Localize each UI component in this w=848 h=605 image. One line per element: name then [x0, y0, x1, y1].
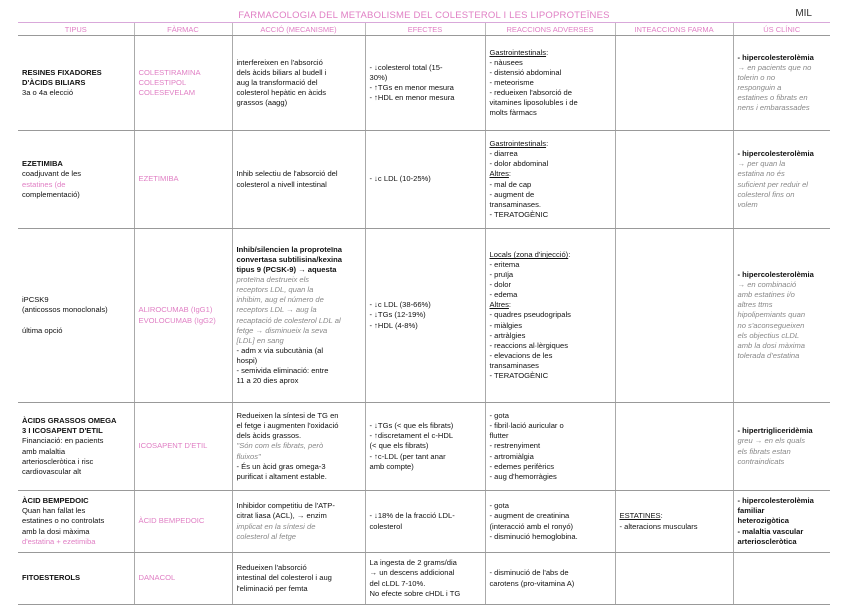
cell-text: - hipercolesterolèmia [737, 496, 814, 506]
table-row [18, 491, 830, 553]
cell-text: estatines o fibrats en [737, 93, 808, 103]
cell-text: intestinal del colesterol i aug [236, 573, 332, 583]
cell-text: receptors LDL, quan la [236, 285, 314, 295]
cell-text: - disminució hemoglobina. [489, 531, 578, 541]
cell-text: FITOESTEROLS [22, 573, 81, 583]
cell-text: amb malaltia [22, 446, 66, 456]
cell-text: - adm x via subcutània (al [236, 345, 324, 355]
header-accio: ACCIÓ (MECANISME) [232, 23, 365, 36]
cell-text: - miàlgies [489, 320, 522, 330]
cell-reaccions-adverses [485, 553, 615, 605]
drug-name: DANACOL [138, 573, 176, 583]
cell-accio [232, 553, 365, 605]
cell-text: No efecte sobre cHDL i TG [369, 588, 461, 598]
cell-farmac [134, 403, 232, 491]
cell-reaccions-adverses [485, 491, 615, 553]
cell-text: - ↓TGs (< que els fibrats) [369, 421, 454, 431]
cell-text: - ↓colesterol total (15- [369, 62, 443, 72]
cell-accio [232, 229, 365, 403]
cell-text: - alteracions musculars [619, 521, 698, 531]
cell-text: Financiació: en pacients [22, 436, 104, 446]
cell-tipus [18, 403, 134, 491]
cell-farmac [134, 553, 232, 605]
drug-name: EVOLOCUMAB (IgG2) [138, 315, 216, 325]
cell-text: hipolipemiants quan [737, 310, 806, 320]
cell-text: d'estatina + ezetimiba [22, 536, 96, 546]
cell-us-clinic [733, 229, 830, 403]
cell-text: familiar [737, 506, 765, 516]
cell-text: l'eliminació per femta [236, 583, 308, 593]
cell-text: → en pacients que no [737, 62, 812, 72]
drug-name: ALIROCUMAB (IgG1) [138, 305, 213, 315]
cell-text: - malaltia vascular [737, 526, 804, 536]
cell-text: heterozigòtica [737, 516, 789, 526]
cell-text: → un descens addicional [369, 568, 455, 578]
cell-text: amb la dosi màxima [22, 526, 90, 536]
cell-text: estatina no és [737, 169, 785, 179]
cell-text [22, 316, 130, 326]
cell-text: citrat liasa (ACL), → enzim [236, 511, 327, 521]
cell-text: ÀCIDS GRASSOS OMEGA [22, 416, 117, 426]
cell-text: tipus 9 (PCSK-9) → aquesta [236, 265, 337, 275]
cell-text: → per quan la [737, 159, 786, 169]
cell-accio [232, 36, 365, 131]
cell-text: - dolor [489, 280, 512, 290]
cell-text: (< que els fibrats) [369, 441, 429, 451]
cell-efectes [365, 403, 485, 491]
cell-interaccions [615, 403, 733, 491]
cell-text: - nàusees [489, 57, 523, 67]
cell-text: tolerada d'estatina [737, 350, 800, 360]
cell-text: amb estatines i/o [737, 290, 795, 300]
section-heading: Altres [489, 169, 509, 179]
cell-text: La ingesta de 2 grams/dia [369, 558, 457, 568]
cell-accio [232, 403, 365, 491]
cell-text: - quadres pseudogripals [489, 310, 571, 320]
cell-text: (interacció amb el ronyó) [489, 521, 574, 531]
cell-text: - ↑HDL (4-8%) [369, 320, 418, 330]
cell-efectes [365, 491, 485, 553]
header-interaccions: INTEACCIONS FARMA [615, 23, 733, 36]
cell-text: dels àcids biliars al budell i [236, 67, 327, 77]
section-heading: Gastrointestinals [489, 139, 547, 149]
cell-text: greu → en els quals [737, 436, 806, 446]
cell-text: - disminució de l'abs de [489, 568, 569, 578]
cell-tipus [18, 491, 134, 553]
cell-text: "Són com els fibrats, però [236, 441, 324, 451]
cell-us-clinic [733, 491, 830, 553]
cell-text: suficient per reduir el [737, 179, 808, 189]
cell-text: Quan han fallat les [22, 506, 86, 516]
cell-text: grassos (aagg) [236, 98, 288, 108]
cell-text: - ↓TGs (12-19%) [369, 310, 426, 320]
cell-text: iPCSK9 [22, 295, 49, 305]
cell-text: colesterol hepàtic en àcids [236, 88, 326, 97]
author-initials: MIL [795, 8, 812, 19]
cell-reaccions-adverses [485, 403, 615, 491]
drug-name: COLESTIPOL [138, 77, 187, 87]
cell-farmac [134, 491, 232, 553]
cell-text: - augment de [489, 189, 535, 199]
cell-tipus [18, 131, 134, 229]
cell-text: - distensió abdominal [489, 67, 562, 77]
cell-text: nens i embarassades [737, 103, 810, 113]
cell-text: flutter [489, 431, 509, 441]
cell-text: vitamines liposolubles i de [489, 98, 578, 108]
section-heading: Locals (zona d'injecció) [489, 250, 569, 260]
pharmacology-table [18, 22, 830, 605]
cell-tipus [18, 553, 134, 605]
header-us-clinic: ÚS CLÍNIC [733, 23, 830, 36]
cell-text: - artràlgies [489, 330, 526, 340]
cell-text: 3a o 4a elecció [22, 88, 74, 97]
cell-reaccions-adverses: Locals (zona d'injecció): - eritema - pruïja - dolor - edema Altres: - quadres pseudogripals - miàlgies - artràlgies - reaccions al·lèrgiques - elevacions de les transaminases - TERATOGÈNIC [485, 229, 615, 403]
cell-interaccions [615, 553, 733, 605]
cell-text: - gota [489, 501, 509, 511]
header-farmac: FÀRMAC [134, 23, 232, 36]
cell-text: - És un àcid gras omega-3 [236, 461, 326, 471]
cell-text: 30%) [369, 72, 388, 82]
cell-text: els objectius cLDL [737, 330, 800, 340]
cell-text: els fibrats estan [737, 446, 791, 456]
cell-text: D'ÀCIDS BILIARS [22, 77, 86, 87]
table-row [18, 36, 830, 131]
cell-text: - mal de cap [489, 179, 532, 189]
cell-text: - edema [489, 290, 518, 300]
cell-text: amb la dosi màxima [737, 340, 806, 350]
cell-text: estatines (de [22, 179, 66, 189]
cell-text: - ↑c-LDL (per tant anar [369, 451, 446, 461]
cell-text: amb compte) [369, 461, 414, 471]
cell-text: 11 a 20 dies aprox [236, 375, 299, 385]
cell-efectes [365, 131, 485, 229]
cell-text: - hipercolesterolèmia [737, 270, 814, 280]
header-tipus: TIPUS [18, 23, 134, 36]
cell-text: - edemes perifèrics [489, 461, 555, 471]
cell-text: colesterol fins on [737, 189, 795, 199]
cell-text: Redueixen la síntesi de TG en [236, 411, 339, 421]
cell-reaccions-adverses: Gastrointestinals: - diarrea - dolor abdominal Altres: - mal de cap - augment de transaminases. - TERATOGÈNIC [485, 131, 615, 229]
cell-text: no s'aconsegueixen [737, 320, 805, 330]
section-heading: ESTATINES [619, 511, 661, 521]
drug-name: ICOSAPENT D'ETIL [138, 441, 208, 451]
cell-text: - diarrea [489, 149, 518, 159]
cell-text: - hipercolesterolèmia [737, 149, 814, 159]
cell-text: - restrenyiment [489, 441, 541, 451]
cell-text: EZETIMIBA [22, 159, 63, 169]
cell-text: - ↑HDL en menor mesura [369, 93, 455, 103]
cell-farmac [134, 36, 232, 131]
drug-name: ÀCID BEMPEDOIC [138, 516, 205, 526]
section-heading: Gastrointestinals [489, 47, 547, 57]
page-title: FARMACOLOGIA DEL METABOLISME DEL COLESTEROL I LES LIPOPROTEÏNES [238, 10, 610, 21]
drug-name: COLESEVELAM [138, 88, 196, 97]
cell-tipus [18, 36, 134, 131]
cell-text: arterioscleròtica i risc [22, 456, 94, 466]
cell-text: aug la transformació del [236, 77, 318, 87]
table-row [18, 553, 830, 605]
cell-text: - elevacions de les [489, 350, 553, 360]
table-row [18, 131, 830, 229]
cell-interaccions [615, 36, 733, 131]
cell-interaccions: ESTATINES: - alteracions musculars [615, 491, 733, 553]
cell-text: - TERATOGÈNIC [489, 209, 549, 219]
cell-text: proteïna destrueix els [236, 275, 310, 285]
cell-text: colesterol [369, 521, 402, 531]
cell-text: molts fàrmacs [489, 108, 537, 118]
cell-text: - dolor abdominal [489, 159, 549, 169]
cell-us-clinic [733, 36, 830, 131]
cell-text: - ↑discretament el c-HDL [369, 431, 454, 441]
cell-text: - ↑TGs en menor mesura [369, 83, 454, 92]
cell-text: convertasa subtilisina/kexina [236, 255, 343, 265]
cell-text: - eritema [489, 260, 520, 270]
cell-text: tolerin o no [737, 72, 776, 82]
table-header-row [18, 23, 830, 36]
cell-text: interfereixen en l'absorció [236, 57, 323, 67]
cell-accio [232, 491, 365, 553]
section-heading: Altres [489, 300, 509, 310]
cell-text: fluixos" [236, 451, 261, 461]
cell-text: Redueixen l'absorció [236, 563, 307, 573]
cell-text: receptors LDL → aug la [236, 305, 317, 315]
cell-efectes [365, 553, 485, 605]
cell-text: hospi) [236, 355, 258, 365]
cell-text: - ↓18% de la fracció LDL- [369, 511, 455, 521]
cell-text: recaptació de colesterol LDL al [236, 315, 341, 325]
cell-us-clinic [733, 131, 830, 229]
cell-text: Inhib/silencien la proproteïna [236, 245, 342, 255]
cell-text: - aug d'hemorràgies [489, 471, 557, 481]
cell-text: altres ttms [737, 300, 773, 310]
cell-text: - semivida eliminació: entre [236, 365, 329, 375]
cell-text: - hipertrigliceridèmia [737, 426, 813, 436]
cell-text: carotens (pro-vitamina A) [489, 578, 575, 588]
cell-text: - artromiàlgia [489, 451, 534, 461]
cell-text: inhibim, aug el número de [236, 295, 324, 305]
cell-text: (anticossos monoclonals) [22, 305, 108, 315]
cell-text: Inhib selectiu de l'absorció del [236, 169, 338, 179]
cell-text: Inhibidor competitiu de l'ATP- [236, 501, 335, 511]
cell-text: purificat i altament estable. [236, 471, 327, 481]
cell-text: - TERATOGÈNIC [489, 370, 549, 380]
cell-text: 3 I ICOSAPENT D'ETIL [22, 426, 103, 436]
cell-text: transaminases. [489, 199, 541, 209]
cell-text: coadjuvant de les [22, 169, 82, 179]
cell-text: última opció [22, 325, 63, 335]
cell-interaccions [615, 229, 733, 403]
cell-text: - augment de creatinina [489, 511, 570, 521]
cell-text: → en combinació [737, 280, 797, 290]
cell-efectes [365, 229, 485, 403]
cell-text: - pruïja [489, 270, 514, 280]
cell-reaccions-adverses: Gastrointestinals: - nàusees - distensió abdominal - meteorisme - redueixen l'absorció de vitamines liposolubles i de molts fàrmacs [485, 36, 615, 131]
header-reaccions-adverses: REACCIONS ADVERSES [485, 23, 615, 36]
cell-text: - ↓c LDL (10-25%) [369, 174, 431, 184]
cell-text: estatines o no controlats [22, 516, 105, 526]
cell-text: cardiovascular alt [22, 466, 82, 476]
cell-farmac [134, 229, 232, 403]
cell-text: fetge → disminueix la seva [236, 325, 328, 335]
cell-accio [232, 131, 365, 229]
cell-text: responguin a [737, 83, 782, 92]
cell-interaccions [615, 131, 733, 229]
cell-us-clinic [733, 403, 830, 491]
cell-text: [LDL] en sang [236, 335, 284, 345]
cell-farmac [134, 131, 232, 229]
cell-text: contraindicats [737, 456, 785, 466]
drug-name: EZETIMIBA [138, 174, 179, 184]
cell-text: transaminases [489, 360, 539, 370]
cell-text: volem [737, 199, 758, 209]
cell-text: arterioscleròtica [737, 536, 797, 546]
cell-text: - hipercolesterolèmia [737, 52, 814, 62]
cell-text: colesterol al fetge [236, 531, 297, 541]
cell-text: - meteorisme [489, 77, 534, 87]
cell-text: - gota [489, 411, 509, 421]
cell-text: complementació) [22, 189, 80, 199]
cell-text: - reaccions al·lèrgiques [489, 340, 569, 350]
cell-text: - ↓c LDL (38-66%) [369, 300, 431, 310]
cell-text: - fibril·lació auricular o [489, 421, 564, 431]
table-row [18, 229, 830, 403]
cell-tipus [18, 229, 134, 403]
cell-text: RESINES FIXADORES [22, 67, 102, 77]
cell-efectes [365, 36, 485, 131]
cell-text: - redueixen l'absorció de [489, 88, 572, 97]
cell-text: el fetge i augmenten l'oxidació [236, 421, 339, 431]
cell-text: implicat en la síntesi de [236, 521, 316, 531]
cell-text: ÀCID BEMPEDOIC [22, 496, 89, 506]
drug-name: COLESTIRAMINA [138, 67, 201, 77]
cell-text: colesterol a nivell intestinal [236, 179, 327, 189]
cell-text: del cLDL 7-10%. [369, 578, 426, 588]
table-row [18, 403, 830, 491]
header-efectes: EFECTES [365, 23, 485, 36]
cell-text: dels àcids grassos. [236, 431, 302, 441]
cell-us-clinic [733, 553, 830, 605]
